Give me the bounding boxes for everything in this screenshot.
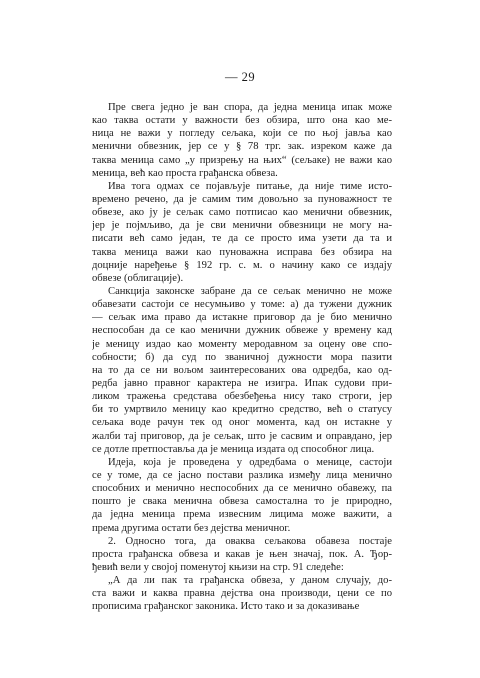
text-line: ликом тражења средстава обезбеђења нису тако строги, јер bbox=[92, 391, 392, 403]
text-line: према другима остати без дејства меничног. bbox=[92, 522, 291, 534]
text-line: јер је појмљиво, да је сви менични обвезници не могу на- bbox=[92, 220, 392, 232]
text-line: ђевић вели у својој поменутој књизи на стр. 91 следеће: bbox=[92, 561, 344, 573]
text-line: Пре свега једно је ван спора, да једна меница ипак може bbox=[108, 102, 392, 113]
text-line: доцније наређење § 192 гр. с. м. о начину како се издају bbox=[92, 259, 392, 271]
text-line: сељака воде рачун тек од оног момента, кад он истакне у bbox=[92, 417, 392, 429]
text-line: „А да ли пак та грађанска обвеза, у даном случају, до- bbox=[108, 575, 392, 587]
text-line: је меницу издао као моменту меродавном за оцену ове спо- bbox=[92, 338, 392, 350]
text-line: таква меница важи као пуноважна исправа без обзира на bbox=[92, 246, 392, 258]
text-line: се у томе, да се јасно постави разлика између лица менично bbox=[92, 469, 392, 481]
text-line: проста грађанска обвеза и какав је њен значај, пок. А. Ђор- bbox=[92, 548, 392, 560]
paragraph bbox=[92, 574, 392, 613]
paragraph bbox=[92, 535, 392, 574]
paragraph bbox=[92, 180, 392, 285]
paragraph bbox=[92, 101, 392, 180]
text-line: таква меница само „у призрењу на њих“ (сељаке) не важи као bbox=[92, 154, 392, 166]
text-line: да једна меница према извесним лицима може важити, а bbox=[92, 509, 392, 521]
page-number: — 29 bbox=[224, 70, 256, 84]
text-line: Идеја, која је проведена у одредбама о менице, састоји bbox=[108, 456, 392, 468]
text-line: 2. Односно тога, да оваква сељакова обавеза постаје bbox=[108, 535, 392, 547]
text-line: обвезе (облигације). bbox=[92, 272, 184, 284]
text-line: би то умртвило меницу као кредитно средство, већ о статусу bbox=[92, 404, 392, 416]
paragraph bbox=[92, 285, 392, 456]
text-line: на то да се ни вољом заинтересованих ова одредба, као од- bbox=[92, 364, 392, 376]
text-line: Ива тога одмах се појављује питање, да није тиме исто- bbox=[108, 180, 392, 192]
text-line: менични обвезник, јер се у § 78 трг. зак. изреком каже да bbox=[92, 141, 392, 153]
text-line: времено речено, да је самим тим довољно за пуноважност те bbox=[92, 193, 392, 205]
text-line: меница, већ као проста грађанска обвеза. bbox=[92, 167, 278, 179]
body-text bbox=[92, 101, 392, 613]
text-line: ница не важи у погледу сељака, који се по њој јавља као bbox=[92, 128, 392, 140]
text-line: пошто је свака менична обвеза самостална то је природно, bbox=[92, 496, 392, 508]
text-line: писати већ само један, те да се просто има узети да та и bbox=[92, 233, 392, 245]
text-line: собности; б) да суд по званичној дужности мора пазити bbox=[92, 351, 392, 363]
text-line: Санкција законске забране да се сељак менично не може bbox=[108, 285, 392, 297]
text-line: се дотле претпоставља да је меница издата од способног лица. bbox=[92, 443, 375, 455]
text-line: ста важи и каква правна дејства она производи, цени се по bbox=[92, 588, 392, 600]
text-line: неспособан да се као менични дужник обвеже у времену кад bbox=[92, 325, 392, 337]
text-line: редба јавно правног карактера не изигра. Ипак судови при- bbox=[92, 377, 392, 389]
text-line: прописима грађанског законика. Исто тако и за доказивање bbox=[92, 601, 360, 613]
text-line: способних и менично неспособних да се менично обавежу, па bbox=[92, 483, 392, 495]
text-line: обавезати састоји се несумњиво у томе: а) да тужени дужник bbox=[92, 299, 392, 311]
text-line: обвезе, ако ју је сељак само потписао као менични обвезник, bbox=[92, 207, 392, 219]
text-line: жалби тај приговор, да је сељак, што је сасвим и оправдано, јер bbox=[92, 430, 392, 442]
text-line: као таква остати у важности без обзира, што она као ме- bbox=[92, 115, 392, 127]
paragraph bbox=[92, 456, 392, 535]
text-line: — сељак има право да истакне приговор да је био менично bbox=[92, 312, 392, 324]
